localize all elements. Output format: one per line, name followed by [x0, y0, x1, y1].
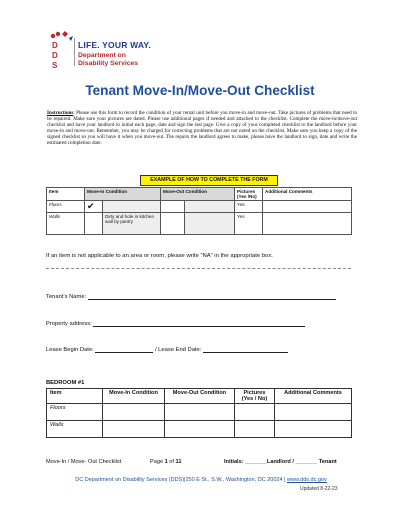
example-header-item: Item — [47, 188, 85, 201]
example-header-moveout: Move-Out Condition — [161, 188, 235, 201]
tenant-name-input[interactable] — [88, 293, 336, 300]
lease-end-label: / Lease End Date: — [154, 347, 202, 353]
svg-text:D: D — [52, 51, 58, 60]
property-address-field — [46, 320, 305, 327]
bedroom-moveout-cell[interactable] — [165, 421, 235, 438]
agency-address: DC Department on Disability Services (DDS)|250 E St., S.W., Washington, DC 20024 | — [75, 477, 286, 483]
bedroom-item: Floors — [47, 404, 103, 421]
instructions-paragraph — [47, 110, 357, 147]
footer-checklist-name: Move-In / Move- Out Checklist — [46, 459, 122, 465]
svg-text:S: S — [52, 61, 58, 70]
footer-page-number — [150, 459, 181, 465]
example-pictures: Yes — [235, 201, 263, 213]
example-header-movein: Move-In Condition — [85, 188, 161, 201]
bedroom-pictures-cell[interactable] — [235, 421, 275, 438]
logo-org-line1: Department on — [78, 52, 126, 59]
example-comments — [263, 201, 352, 213]
agency-website-link[interactable]: www.dds.dc.gov — [287, 477, 327, 483]
updated-date: Updated 8-22-23 — [300, 486, 338, 492]
bedroom-header-pictures: Pictures (Yes / No) — [235, 389, 275, 404]
lease-begin-label: Lease Begin Date: — [46, 347, 94, 353]
lease-begin-input[interactable] — [95, 346, 153, 353]
bedroom-header-row — [47, 389, 352, 404]
page-prefix: Page — [150, 459, 165, 465]
example-row-floors — [47, 201, 352, 213]
logo-org-line2: Disability Services — [78, 60, 139, 67]
property-address-input[interactable] — [93, 320, 305, 327]
bedroom-comments-cell[interactable] — [275, 404, 352, 421]
example-comments — [263, 213, 352, 235]
page-total: 11 — [175, 459, 182, 465]
logo-org-name — [78, 52, 188, 68]
bedroom-header-moveout: Move-Out Condition — [165, 389, 235, 404]
lease-dates-field — [46, 346, 288, 353]
bedroom-movein-cell[interactable] — [103, 404, 165, 421]
agency-footer — [46, 477, 356, 483]
example-header-row — [47, 188, 352, 201]
bedroom-header-movein: Move-In Condition — [103, 389, 165, 404]
bedroom-pictures-cell[interactable] — [235, 404, 275, 421]
logo-divider — [74, 38, 75, 66]
example-row-walls — [47, 213, 352, 235]
svg-text:D: D — [52, 41, 58, 50]
example-pictures: Yes — [235, 213, 263, 235]
bedroom-header-item: Item — [47, 389, 103, 404]
na-note: If an item is not applicable to an area or room, please write “NA” in the appropriate box. — [46, 253, 273, 259]
divider — [46, 268, 351, 269]
dds-logo-icon — [44, 30, 74, 76]
property-address-label: Property address: — [46, 321, 92, 327]
example-table — [46, 187, 352, 235]
page-current: 1 — [164, 459, 168, 465]
bedroom-heading: BEDROOM #1 — [46, 380, 85, 386]
bedroom-item: Walls — [47, 421, 103, 438]
checkmark-icon: ✔ — [85, 201, 103, 213]
example-moveout-mark — [161, 201, 185, 213]
footer-initials: Initials: _______Landlord / _______ Tenant — [224, 459, 337, 465]
example-banner: EXAMPLE OF HOW TO COMPLETE THE FORM — [140, 175, 278, 186]
example-movein-mark — [85, 213, 103, 235]
bedroom-header-comments: Additional Comments — [275, 389, 352, 404]
lease-end-input[interactable] — [203, 346, 288, 353]
bedroom-table — [46, 388, 352, 438]
example-movein-note — [103, 201, 161, 213]
bedroom-comments-cell[interactable] — [275, 421, 352, 438]
logo-tagline: LIFE. YOUR WAY. — [78, 40, 151, 50]
example-header-pictures: Pictures (Yes /No) — [235, 188, 263, 201]
page-of: of — [167, 459, 176, 465]
bedroom-row-floors — [47, 404, 352, 421]
bedroom-row-walls — [47, 421, 352, 438]
page-title: Tenant Move-In/Move-Out Checklist — [85, 83, 315, 98]
bedroom-moveout-cell[interactable] — [165, 404, 235, 421]
example-item: Floors — [47, 201, 85, 213]
tenant-name-label: Tenant’s Name: — [46, 294, 87, 300]
instructions-text: : Please use this form to record the condition of your rental unit before you move-in and move-out. Take pictures of problems that need to be repaired. Make sure your pictures are dated. Please use additional pages if needed and attached to the checklist. Complete the move-in/move-out checklist and have your landlord to initial each page, date and sign the last page. Give a copy of your completed checklist to the landlord before your move-in and move-out. Remember, you may be charged for correcting problems that are not noted on the checklist. Make sure you keep a copy of the signed checklist so you will have it when you move-out. The repairs the landlord agrees to make, please have the landlord to sign, date and write the estimated completion date. — [47, 110, 357, 147]
example-moveout-mark — [161, 213, 185, 235]
example-moveout-note — [185, 201, 235, 213]
example-header-comments: Additional Comments — [263, 188, 352, 201]
example-movein-note: Dirty and hole in kitchen wall by pantry — [103, 213, 161, 235]
tenant-name-field — [46, 293, 336, 300]
bedroom-movein-cell[interactable] — [103, 421, 165, 438]
example-moveout-note — [185, 213, 235, 235]
instructions-label: Instructions — [47, 110, 74, 116]
example-item: Walls — [47, 213, 85, 235]
